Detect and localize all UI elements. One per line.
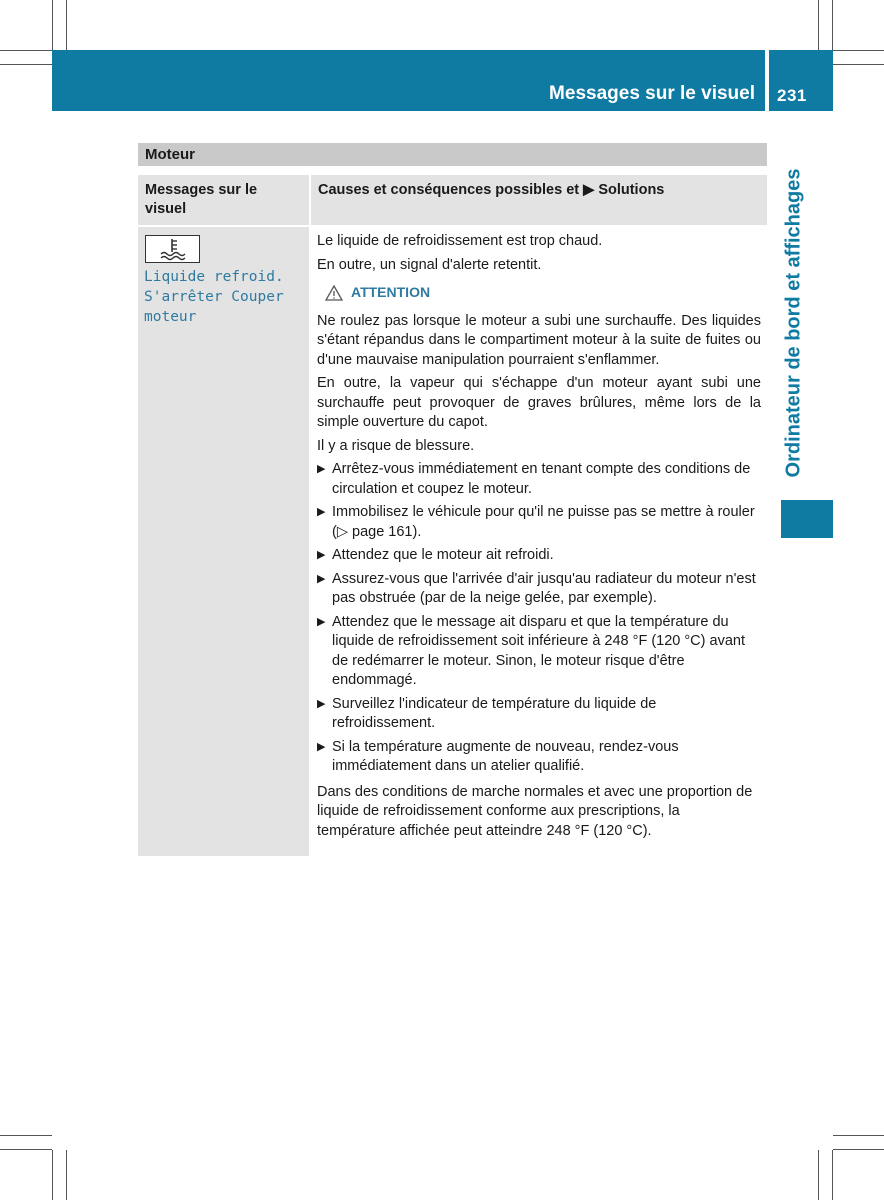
causes-cell bbox=[311, 227, 767, 856]
closing-note: Dans des conditions de marche normales et avec une proportion de liquide de refroidissement conforme aux prescriptions, la température affichée peut atteindre 248 °F (120 °C). bbox=[317, 783, 753, 839]
bullet-arrow-icon: ▶ bbox=[317, 549, 326, 561]
crop-mark bbox=[0, 1135, 52, 1136]
warning-heading bbox=[325, 283, 761, 303]
column-header-messages-label: Messages sur le visuel bbox=[145, 182, 258, 217]
column-header-messages bbox=[138, 175, 309, 225]
crop-mark bbox=[0, 1149, 52, 1150]
page-number: 231 bbox=[777, 86, 807, 105]
chapter-tab-label: Ordinateur de bord et affichages bbox=[782, 168, 805, 477]
column-header-causes bbox=[311, 175, 767, 225]
crop-mark bbox=[832, 0, 833, 50]
causes-content bbox=[317, 232, 761, 845]
header-bar bbox=[52, 50, 765, 111]
coolant-temperature-icon bbox=[145, 235, 200, 263]
instruction-text: Assurez-vous que l'arrivée d'air jusqu'au radiateur du moteur n'est pas obstruée (par de la neige gelée, par exemple). bbox=[332, 570, 756, 606]
crop-mark bbox=[833, 1149, 884, 1150]
instruction-text: Si la température augmente de nouveau, rendez-vous immédiatement dans un atelier qualifié. bbox=[332, 738, 679, 774]
display-message-line: Liquide refroid. bbox=[144, 269, 284, 285]
column-header-causes-label: Causes et conséquences possibles et ▶ Solutions bbox=[318, 182, 665, 198]
crop-mark bbox=[833, 1135, 884, 1136]
crop-mark bbox=[832, 1150, 833, 1200]
display-message-line: S'arrêter Couper bbox=[144, 289, 284, 305]
warning-text: Ne roulez pas lorsque le moteur a subi une surchauffe. Des liquides s'étant répandus dans le compartiment moteur à la suite de fuites ou d'une mauvaise manipulation pourraient s'enflammer. bbox=[317, 312, 761, 368]
instruction-step bbox=[317, 695, 761, 734]
page-title: Messages sur le visuel bbox=[549, 83, 755, 104]
warning-text: En outre, la vapeur qui s'échappe d'un moteur ayant subi une surchauffe peut provoquer de graves brûlures, même lors de la simple ouverture du capot. bbox=[317, 375, 761, 430]
crop-mark bbox=[66, 1150, 67, 1200]
instruction-text: Surveillez l'indicateur de température du liquide de refroidissement. bbox=[332, 695, 657, 731]
bullet-arrow-icon: ▶ bbox=[317, 572, 326, 585]
crop-mark bbox=[52, 1150, 53, 1200]
bullet-arrow-icon: ▶ bbox=[317, 463, 326, 475]
crop-mark bbox=[52, 0, 53, 50]
instruction-step bbox=[317, 460, 761, 499]
instruction-step bbox=[317, 738, 761, 777]
page-number-box bbox=[769, 50, 833, 111]
bullet-arrow-icon: ▶ bbox=[317, 615, 326, 628]
instruction-step bbox=[317, 570, 761, 609]
warning-label: ATTENTION bbox=[351, 284, 431, 300]
bullet-arrow-icon: ▶ bbox=[317, 697, 326, 710]
instruction-text: Attendez que le moteur ait refroidi. bbox=[332, 547, 554, 563]
instruction-step bbox=[317, 546, 761, 566]
chapter-tab-marker bbox=[781, 500, 833, 538]
crop-mark bbox=[833, 50, 884, 51]
instruction-step bbox=[317, 613, 761, 691]
crop-mark bbox=[818, 0, 819, 50]
crop-mark bbox=[0, 50, 52, 51]
section-header bbox=[138, 143, 767, 166]
chapter-tab bbox=[774, 155, 814, 490]
message-cell bbox=[138, 227, 309, 856]
instruction-text: Attendez que le message ait disparu et que la température du liquide de refroidissement soit inférieure à 248 °F (120 °C) avant de redémarrer le moteur. Sinon, le moteur risque d'être endommagé. bbox=[332, 613, 745, 688]
intro-text: En outre, un signal d'alerte retentit. bbox=[317, 256, 542, 273]
crop-mark bbox=[818, 1150, 819, 1200]
crop-mark bbox=[833, 64, 884, 65]
crop-mark bbox=[0, 64, 52, 65]
warning-text: Il y a risque de blessure. bbox=[317, 437, 475, 454]
instruction-text: Immobilisez le véhicule pour qu'il ne puisse pas se mettre à rouler (▷ page 161). bbox=[332, 504, 755, 540]
bullet-arrow-icon: ▶ bbox=[317, 740, 326, 753]
instruction-text: Arrêtez-vous immédiatement en tenant compte des conditions de circulation et coupez le moteur. bbox=[332, 461, 751, 497]
display-message bbox=[144, 267, 284, 327]
bullet-arrow-icon: ▶ bbox=[317, 506, 326, 518]
crop-mark bbox=[66, 0, 67, 50]
intro-text: Le liquide de refroidissement est trop chaud. bbox=[317, 233, 603, 249]
display-message-line: moteur bbox=[144, 309, 197, 325]
instruction-step bbox=[317, 503, 761, 542]
warning-triangle-icon bbox=[325, 285, 343, 301]
section-title: Moteur bbox=[145, 146, 195, 163]
